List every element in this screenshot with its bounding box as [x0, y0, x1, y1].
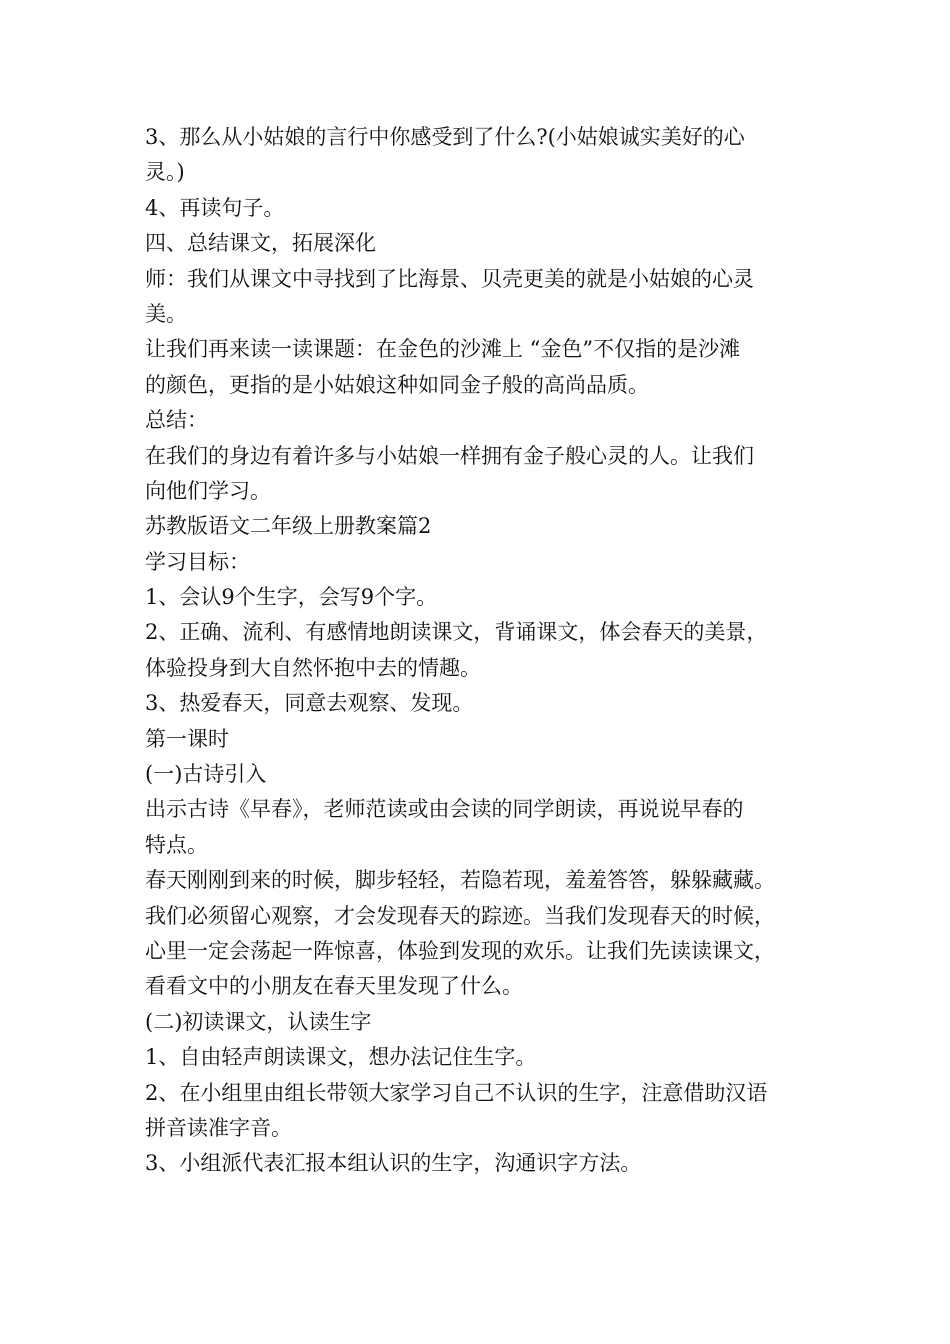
text-line: 我们必须留心观察，才会发现春天的踪迹。当我们发现春天的时候， [145, 903, 775, 928]
document-body [145, 120, 825, 1182]
text-line: 3、小组派代表汇报本组认识的生字，沟通识字方法。 [145, 1151, 642, 1176]
text-line: 3、那么从小姑娘的言行中你感受到了什么?(小姑娘诚实美好的心 [145, 125, 745, 149]
text-line: 2、正确、流利、有感情地朗读课文，背诵课文，体会春天的美景， [145, 620, 768, 645]
text-line: 灵。) [145, 160, 185, 185]
text-line: 师：我们从课文中寻找到了比海景、贝壳更美的就是小姑娘的心灵 [145, 266, 754, 291]
text-line: (二)初读课文，认读生字 [145, 1009, 372, 1034]
text-line: 让我们再来读一读课题：在金色的沙滩上 “金色”不仅指的是沙滩 [145, 337, 741, 362]
text-line: 总结： [145, 408, 208, 433]
text-line: 拼音读准字音。 [145, 1115, 292, 1140]
section-heading: 四、总结课文，拓展深化 [145, 231, 376, 256]
text-line: 特点。 [145, 832, 208, 857]
text-line: 体验投身到大自然怀抱中去的情趣。 [145, 655, 481, 680]
text-line: 的颜色，更指的是小姑娘这种如同金子般的高尚品质。 [145, 372, 649, 397]
text-line: 美。 [145, 301, 187, 326]
text-line: 在我们的身边有着许多与小姑娘一样拥有金子般心灵的人。让我们 [145, 443, 754, 468]
text-line: 心里一定会荡起一阵惊喜，体验到发现的欢乐。让我们先读读课文， [145, 938, 775, 963]
section-heading: 苏教版语文二年级上册教案篇2 [145, 514, 432, 539]
text-line: 4、再读句子。 [145, 195, 285, 220]
text-line: 向他们学习。 [145, 478, 271, 503]
text-line: 1、自由轻声朗读课文，想办法记住生字。 [145, 1045, 537, 1070]
text-line: 看看文中的小朋友在春天里发现了什么。 [145, 974, 523, 999]
text-line: 3、热爱春天，同意去观察、发现。 [145, 691, 474, 716]
text-line: 学习目标： [145, 549, 250, 574]
text-line: 2、在小组里由组长带领大家学习自己不认识的生字，注意借助汉语 [145, 1080, 768, 1105]
text-line: 出示古诗《早春》，老师范读或由会读的同学朗读，再说说早春的 [145, 797, 744, 822]
text-line: 1、会认9个生字，会写9个字。 [145, 585, 438, 610]
text-line: (一)古诗引入 [145, 762, 267, 787]
text-line: 春天刚刚到来的时候，脚步轻轻，若隐若现，羞羞答答，躲躲藏藏。 [145, 868, 775, 893]
section-heading: 第一课时 [145, 726, 229, 751]
